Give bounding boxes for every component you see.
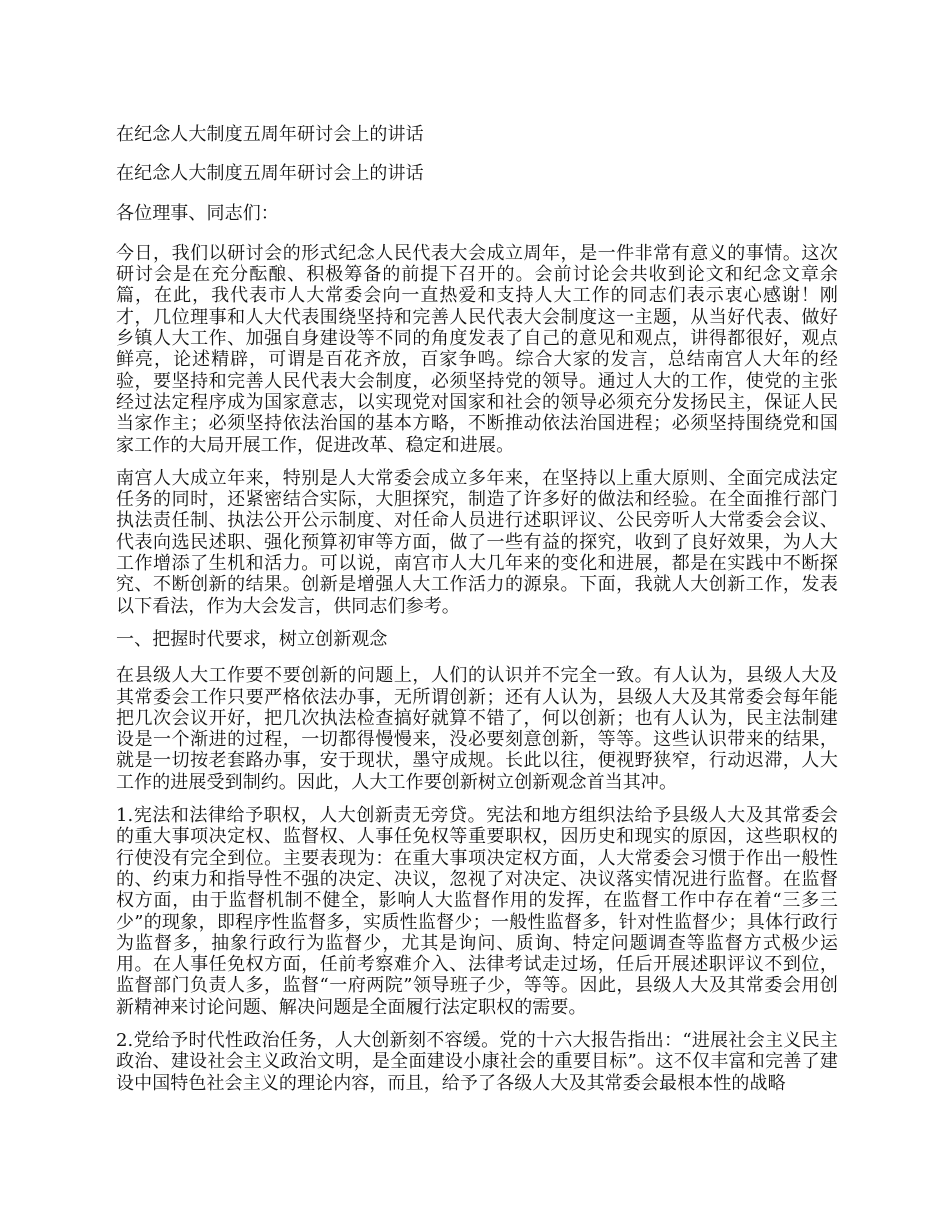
- section-paragraph-2: 1.宪法和法律给予职权，人大创新责无旁贷。宪法和地方组织法给予县级人大及其常委会的重大事项决定权、监督权、人事任免权等重要职权，因历史和现实的原因，这些职权的行使没有完全到位。主要表现为：在重大事项决定权方面，人大常委会习惯于作出一般性的、约束力和指导性不强的决定、决议，忽视了对决定、决议落实情况进行监督。在监督权方面，由于监督机制不健全，影响人大监督作用的发挥，在监督工作中存在着“三多三少”的现象，即程序性监督多，实质性监督少；一般性监督多，针对性监督少；具体行政行为监督多，抽象行政行为监督少，尤其是询问、质询、特定问题调查等监督方式极少运用。在人事任免权方面，任前考察难介入、法律考试走过场，任后开展述职评议不到位，监督部门负责人多，监督“一府两院”领导班子少，等等。因此，县级人大及其常委会用创新精神来讨论问题、解决问题是全面履行法定职权的需要。: [116, 805, 838, 1018]
- section-heading: 一、把握时代要求，树立创新观念: [116, 628, 388, 650]
- document-subtitle: 在纪念人大制度五周年研讨会上的讲话: [116, 163, 424, 185]
- body-paragraph-2: 南宫人大成立年来，特别是人大常委会成立多年来，在坚持以上重大原则、全面完成法定任务的同时，还紧密结合实际，大胆探究，制造了许多好的做法和经验。在全面推行部门执法责任制、执法公开公示制度、对任命人员进行述职评议、公民旁听人大常委会会议、代表向选民述职、强化预算初审等方面，做了一些有益的探究，收到了良好效果，为人大工作增添了生机和活力。可以说，南宫市人大几年来的变化和进展，都是在实践中不断探究、不断创新的结果。创新是增强人大工作活力的源泉。下面，我就人大创新工作，发表以下看法，作为大会发言，供同志们参考。: [116, 467, 838, 617]
- section-paragraph-3: 2.党给予时代性政治任务，人大创新刻不容缓。党的十六大报告指出：“进展社会主义民主政治、建设社会主义政治文明，是全面建设小康社会的重要目标”。这不仅丰富和完善了建设中国特色社会主义的理论内容，而且，给予了各级人大及其常委会最根本性的战略: [116, 1029, 838, 1094]
- body-paragraph-1: 今日，我们以研讨会的形式纪念人民代表大会成立周年，是一件非常有意义的事情。这次研讨会是在充分酝酿、积极筹备的前提下召开的。会前讨论会共收到论文和纪念文章余篇，在此，我代表市人大常委会向一直热爱和支持人大工作的同志们表示衷心感谢！刚才，几位理事和人大代表围绕坚持和完善人民代表大会制度这一主题，从当好代表、做好乡镇人大工作、加强自身建设等不同的角度发表了自己的意见和观点，讲得都很好，观点鲜亮，论述精辟，可谓是百花齐放，百家争鸣。综合大家的发言，总结南宫人大年的经验，要坚持和完善人民代表大会制度，必须坚持党的领导。通过人大的工作，使党的主张经过法定程序成为国家意志，以实现党对国家和社会的领导必须充分发扬民主，保证人民当家作主；必须坚持依法治国的基本方略，不断推动依法治国进程；必须坚持围绕党和国家工作的大局开展工作，促进改革、稳定和进展。: [116, 242, 838, 456]
- document-title: 在纪念人大制度五周年研讨会上的讲话: [116, 124, 424, 145]
- greeting-line: 各位理事、同志们：: [116, 202, 279, 224]
- section-paragraph-1: 在县级人大工作要不要创新的问题上，人们的认识并不完全一致。有人认为，县级人大及其常委会工作只要严格依法办事，无所谓创新；还有人认为，县级人大及其常委会每年能把几次会议开好，把几次执法检查搞好就算不错了，何以创新；也有人认为，民主法制建设是一个渐进的过程，一切都得慢慢来，没必要刻意创新，等等。这些认识带来的结果，就是一切按老套路办事，安于现状，墨守成规。长此以往，便视野狭窄，行动迟滞，人大工作的进展受到制约。因此，人大工作要创新树立创新观念首当其冲。: [116, 665, 838, 793]
